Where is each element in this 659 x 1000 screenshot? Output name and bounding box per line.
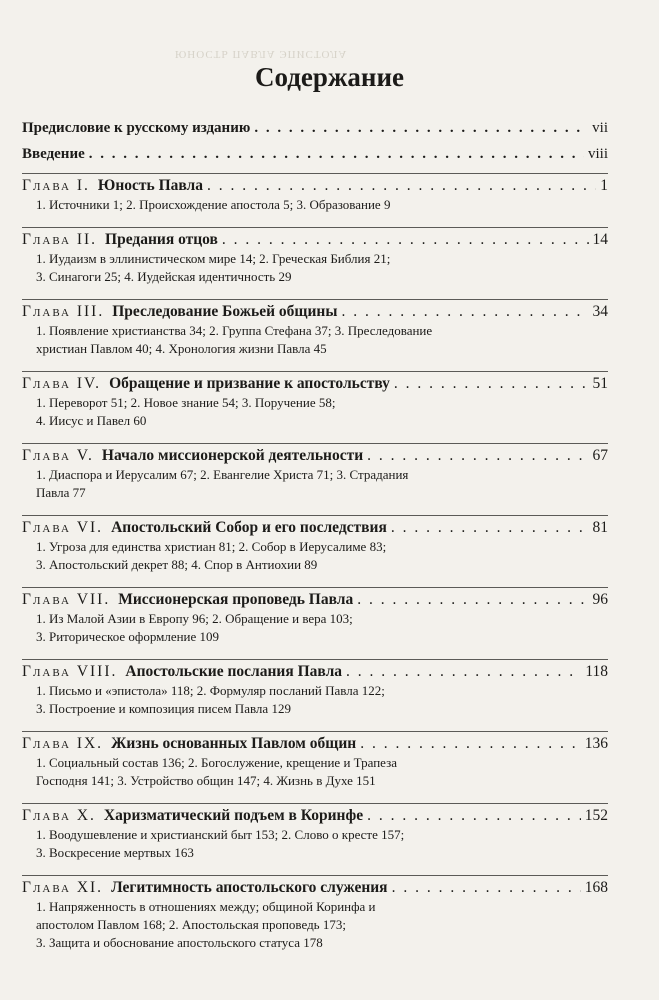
chapter-title: Легитимность апостольского служения: [111, 879, 388, 896]
chapter-title: Апостольский Собор и его последствия: [111, 519, 387, 536]
chapter-page: 67: [592, 447, 608, 464]
section-list-line: 1. Социальный состав 136; 2. Богослужение, крещение и Трапеза: [36, 755, 397, 770]
chapter-page: 14: [592, 231, 608, 248]
chapter-heading[interactable]: [22, 661, 608, 682]
chapter-number: Глава IX.: [22, 735, 104, 752]
page-title: Содержание: [254, 62, 405, 92]
chapter-divider: [22, 299, 608, 300]
entry-title: Предисловие к русскому изданию: [22, 120, 251, 136]
chapter-page: 118: [585, 663, 608, 680]
chapter-page: 1: [600, 177, 608, 194]
leader-dots: [394, 373, 589, 394]
leader-dots: [367, 805, 581, 826]
chapter-title: Жизнь основанных Павлом общин: [111, 735, 357, 752]
leader-dots: [222, 229, 589, 250]
leader-dots: [89, 144, 584, 164]
section-list-line: христиан Павлом 40; 4. Хронология жизни Павла 45: [36, 341, 327, 356]
chapter-page: 136: [584, 735, 608, 752]
chapter-title: Обращение и призвание к апостольству: [109, 375, 390, 392]
chapter-title: Предания отцов: [105, 231, 218, 248]
chapter-entry: [22, 587, 608, 646]
chapter-title: Юность Павла: [97, 177, 203, 194]
chapter-page: 96: [592, 591, 608, 608]
front-matter-entry-introduction[interactable]: [22, 144, 608, 164]
chapter-page: 51: [592, 375, 608, 392]
chapter-list: [22, 173, 608, 952]
chapter-page: 81: [592, 519, 608, 536]
chapter-divider: [22, 227, 608, 228]
chapter-divider: [22, 803, 608, 804]
section-list-line: апостолом Павлом 168; 2. Апостольская проповедь 173;: [36, 917, 346, 932]
chapter-divider: [22, 371, 608, 372]
section-list-line: 1. Напряженность в отношениях между; общиной Коринфа и: [36, 899, 376, 914]
chapter-number: Глава IV.: [22, 375, 102, 392]
chapter-page: 152: [584, 807, 608, 824]
chapter-heading[interactable]: [22, 175, 608, 196]
chapter-heading[interactable]: [22, 373, 608, 394]
chapter-title: Харизматический подъем в Коринфе: [103, 807, 364, 824]
section-list-line: Господня 141; 3. Устройство общин 147; 4. Жизнь в Духе 151: [36, 773, 376, 788]
section-list-line: 4. Иисус и Павел 60: [36, 413, 147, 428]
chapter-number: Глава I.: [22, 177, 90, 194]
chapter-entry: [22, 803, 608, 862]
section-list-line: 1. Диаспора и Иерусалим 67; 2. Евангелие Христа 71; 3. Страдания: [36, 467, 409, 482]
chapter-title: Миссионерская проповедь Павла: [118, 591, 354, 608]
chapter-title: Апостольские послания Павла: [125, 663, 343, 680]
chapter-entry: [22, 173, 608, 214]
section-list-line: 3. Защита и обоснование апостольского статуса 178: [36, 935, 323, 950]
chapter-heading[interactable]: [22, 805, 608, 826]
chapter-heading[interactable]: [22, 445, 608, 466]
chapter-divider: [22, 731, 608, 732]
chapter-number: Глава V.: [22, 447, 94, 464]
front-matter-entry-preface[interactable]: [22, 118, 608, 138]
chapter-number: Глава VII.: [22, 591, 111, 608]
chapter-entry: [22, 371, 608, 430]
chapter-heading[interactable]: [22, 517, 608, 538]
entry-page: vii: [592, 120, 608, 136]
entry-title: Введение: [22, 146, 85, 162]
leader-dots: [391, 517, 589, 538]
leader-dots: [341, 301, 588, 322]
chapter-title: Начало миссионерской деятельности: [101, 447, 364, 464]
section-list-line: 1. Воодушевление и христианский быт 153; 2. Слово о кресте 157;: [36, 827, 405, 842]
section-list-line: 1. Источники 1; 2. Происхождение апостола 5; 3. Образование 9: [36, 197, 391, 212]
leader-dots: [367, 445, 588, 466]
section-list-line: 1. Появление христианства 34; 2. Группа Стефана 37; 3. Преследование: [36, 323, 433, 338]
chapter-entry: [22, 659, 608, 718]
chapter-entry: [22, 515, 608, 574]
section-list-line: 3. Синагоги 25; 4. Иудейская идентичность 29: [36, 269, 292, 284]
chapter-heading[interactable]: [22, 229, 608, 250]
leader-dots: [207, 175, 596, 196]
chapter-divider: [22, 659, 608, 660]
chapter-entry: [22, 731, 608, 790]
section-list-line: 1. Угроза для единства христиан 81; 2. Собор в Иерусалиме 83;: [36, 539, 387, 554]
chapter-number: Глава VIII.: [22, 663, 118, 680]
chapter-divider: [22, 173, 608, 174]
leader-dots: [357, 589, 588, 610]
leader-dots: [346, 661, 581, 682]
section-list-line: Павла 77: [36, 485, 86, 500]
chapter-entry: [22, 227, 608, 286]
chapter-divider: [22, 587, 608, 588]
section-list-line: 1. Иудаизм в эллинистическом мире 14; 2. Греческая Библия 21;: [36, 251, 391, 266]
chapter-entry: [22, 299, 608, 358]
chapter-number: Глава XI.: [22, 879, 104, 896]
leader-dots: [254, 118, 588, 138]
chapter-title: Преследование Божьей общины: [112, 303, 338, 320]
section-list-line: 1. Письмо и «эпистола» 118; 2. Формуляр посланий Павла 122;: [36, 683, 385, 698]
section-list-line: 3. Построение и композиция писем Павла 129: [36, 701, 291, 716]
chapter-number: Глава X.: [22, 807, 96, 824]
section-list-line: 3. Риторическое оформление 109: [36, 629, 220, 644]
chapter-number: Глава II.: [22, 231, 98, 248]
chapter-page: 34: [592, 303, 608, 320]
leader-dots: [392, 877, 581, 898]
chapter-heading[interactable]: [22, 733, 608, 754]
section-list-line: 3. Воскресение мертвых 163: [36, 845, 194, 860]
section-list-line: 1. Переворот 51; 2. Новое знание 54; 3. Поручение 58;: [36, 395, 336, 410]
chapter-heading[interactable]: [22, 589, 608, 610]
chapter-divider: [22, 875, 608, 876]
bleed-through-header: ЮНОСТЬ ПАВЛА ЭПИСТОЛА: [175, 48, 348, 60]
table-of-contents: [22, 118, 608, 952]
chapter-entry: [22, 875, 608, 952]
section-list-line: 1. Из Малой Азии в Европу 96; 2. Обращение и вера 103;: [36, 611, 353, 626]
chapter-divider: [22, 515, 608, 516]
chapter-heading[interactable]: [22, 301, 608, 322]
chapter-entry: [22, 443, 608, 502]
chapter-number: Глава III.: [22, 303, 105, 320]
chapter-page: 168: [584, 879, 608, 896]
entry-page: viii: [587, 146, 608, 162]
leader-dots: [360, 733, 581, 754]
section-list-line: 3. Апостольский декрет 88; 4. Спор в Антиохии 89: [36, 557, 318, 572]
chapter-heading[interactable]: [22, 877, 608, 898]
chapter-divider: [22, 443, 608, 444]
chapter-number: Глава VI.: [22, 519, 104, 536]
